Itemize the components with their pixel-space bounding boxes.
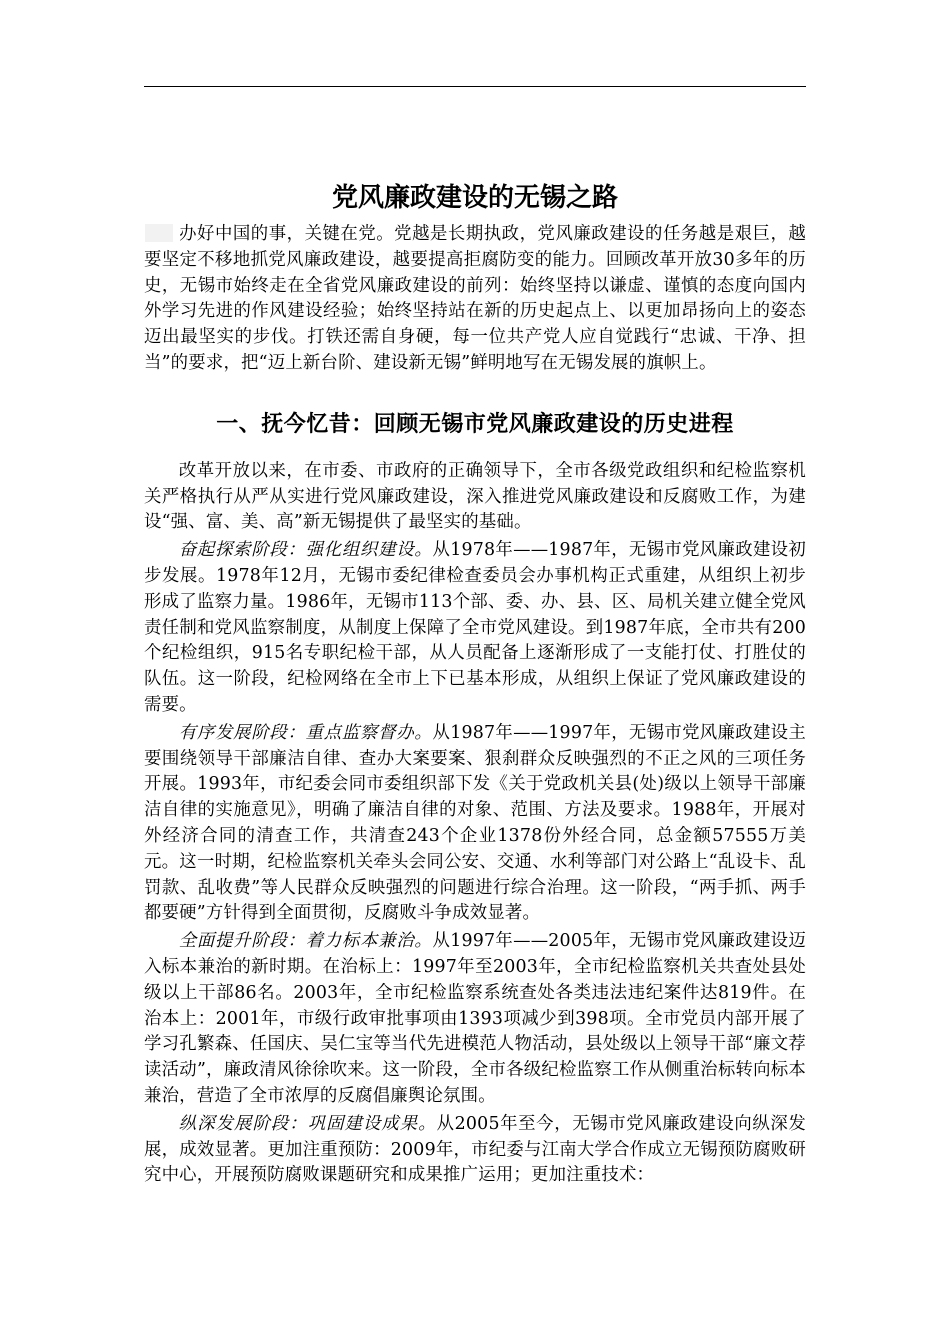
stage-paragraph-1 [144, 538, 806, 719]
stage-body: 从1987年——1997年，无锡市党风廉政建设主要围绕领导干部廉洁自律、查办大案要案、狠刹群众反映强烈的不正之风的三项任务开展。1993年，市纪委会同市委组织部下发《关于党政机关县(处)级以上领导干部廉洁自律的实施意见》，明确了廉洁自律的对象、范围、方法及要求。1988年，开展对外经济合同的清查工作，共清查243个企业1378份外经合同，总金额57555万美元。这一时期，纪检监察机关牵头会同公安、交通、水利等部门对公路上“乱设卡、乱罚款、乱收费”等人民群众反映强烈的问题进行综合治理。这一阶段，“两手抓、两手都要硬”方针得到全面贯彻，反腐败斗争成效显著。 [144, 722, 806, 924]
stage-body: 从2005年至今，无锡市党风廉政建设向纵深发展，成效显著。更加注重预防：2009年，市纪委与江南大学合作成立无锡预防腐败研究中心，开展预防腐败课题研究和成果推广运用；更加注重技术： [144, 1113, 806, 1186]
stage-paragraph-2 [144, 721, 806, 927]
section-heading: 一、抚今忆昔：回顾无锡市党风廉政建设的历史进程 [216, 411, 734, 437]
intro-text: 办好中国的事，关键在党。党越是长期执政，党风廉政建设的任务越是艰巨，越要坚定不移地抓党风廉政建设，越要提高拒腐防变的能力。回顾改革开放30多年的历史，无锡市始终走在全省党风廉政建设的前列：始终坚持以谦虚、谨慎的态度向国内外学习先进的作风建设经验；始终坚持站在新的历史起点上、以更加昂扬向上的姿态迈出最坚实的步伐。打铁还需自身硬，每一位共产党人应自觉践行“忠诚、干净、担当”的要求，把“迈上新台阶、建设新无锡”鲜明地写在无锡发展的旗帜上。 [144, 224, 806, 373]
stage-paragraph-3 [144, 929, 806, 1110]
document-title: 党风廉政建设的无锡之路 [331, 183, 618, 213]
indent-highlight [145, 224, 173, 242]
stage-lead: 奋起探索阶段：强化组织建设。 [178, 540, 433, 561]
section-intro-paragraph: 改革开放以来，在市委、市政府的正确领导下，全市各级党政组织和纪检监察机关严格执行从严从实进行党风廉政建设，深入推进党风廉政建设和反腐败工作，为建设“强、富、美、高”新无锡提供了最坚实的基础。 [144, 460, 806, 533]
document-body [144, 176, 806, 1189]
stage-lead: 全面提升阶段：着力标本兼治。 [178, 931, 433, 952]
intro-paragraph [144, 222, 806, 377]
stage-lead: 有序发展阶段：重点监察督办。 [178, 722, 433, 743]
stage-lead: 纵深发展阶段：巩固建设成果。 [178, 1113, 437, 1134]
stage-paragraph-4 [144, 1112, 806, 1189]
stage-body: 从1997年——2005年，无锡市党风廉政建设迈入标本兼治的新时期。在治标上：1997年至2003年，全市纪检监察机关共查处县处级以上干部86名。2003年，全市纪检监察系统查处各类违法违纪案件达819件。在治本上：2001年，市级行政审批事项由1393项减少到398项。全市党员内部开展了学习孔繁森、任国庆、吴仁宝等当代先进模范人物活动，县处级以上领导干部“廉文荐读活动”，廉政清风徐徐吹来。这一阶段，全市各级纪检监察工作从侧重治标转向标本兼治，营造了全市浓厚的反腐倡廉舆论氛围。 [144, 931, 806, 1106]
header-rule [144, 86, 806, 87]
stage-body: 从1978年——1987年，无锡市党风廉政建设初步发展。1978年12月，无锡市委纪律检查委员会办事机构正式重建，从组织上初步形成了监察力量。1986年，无锡市113个部、委、办、县、区、局机关建立健全党风责任制和党风监察制度，从制度上保障了全市党风建设。到1987年底，全市共有200个纪检组织，915名专职纪检干部，从人员配备上逐渐形成了一支能打仗、打胜仗的队伍。这一阶段，纪检网络在全市上下已基本形成，从组织上保证了党风廉政建设的需要。 [144, 540, 806, 715]
